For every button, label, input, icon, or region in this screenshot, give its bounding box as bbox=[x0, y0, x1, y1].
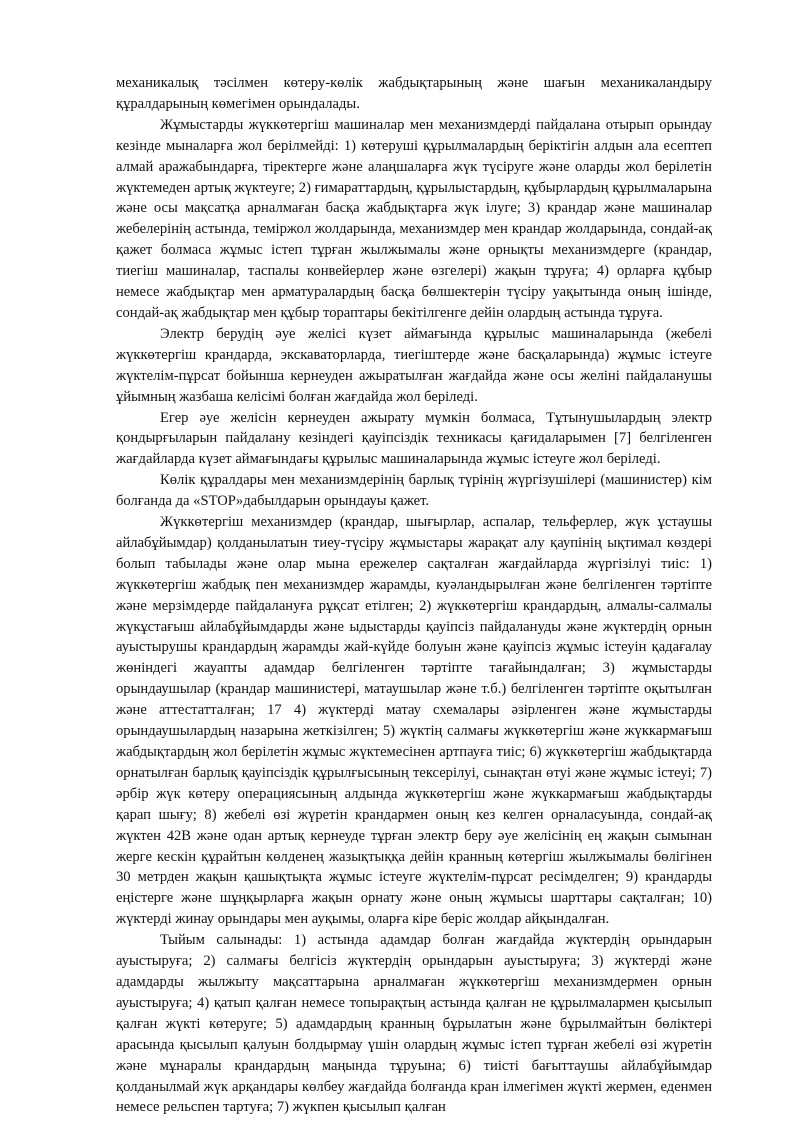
paragraph-lifting-prohibitions: Жұмыстарды жүккөтергіш машиналар мен механизмдерді пайдалана отырып орындау кезінде мыналарға жол берілмейді: 1) көтеруші құрылмалардың беріктігін алдын ала есептеп алмай аражабындарға, тіректерге және алаңшаларға жүк түсіруге және оларды жол берілетін жүктемеден артық жүктеуге; 2) ғимараттардың, құрылыстардың, құбырлардың құрылмаларына және осы мақсатқа арналмаған басқа жабдықтарға жүк ілуге; 3) крандар және машиналар жебелерінің астында, теміржол жолдарында, механизмдер мен крандар жолдарында, сондай-ақ қажет болмаса жұмыс істеп тұрған жылжымалы және орнықты механизмдерге (крандар, тиегіш машиналар, таспалы конвейерлер және өзгелері) жақын тұруға; 4) орларға құбыр немесе жабдықтар мен арматуралардың басқа бөлшектерін түсіру уақытында оның ішінде, сондай-ақ жабдықтар мен құбыр тораптары бекітілгенге дейін олардың астында тұруға. bbox=[116, 116, 712, 321]
paragraph-no-disconnect: Егер әуе желісін кернеуден ажырату мүмкін болмаса, Тұтынушылардың электр қондырғыларын пайдалану кезіндегі қауіпсіздік техникасы қағидаларымен [7] белгіленген жағдайларда күзет аймағындағы құрылыс машиналарында жұмыс істеуге жол беріледі. bbox=[116, 409, 712, 468]
paragraph-forbidden-actions: Тыйым салынады: 1) астында адамдар болған жағдайда жүктердің орындарын ауыстыруға; 2) салмағы белгісіз жүктердің орындарын ауыстыруға; 3) жүктерді және адамдарды жылжыту мақсаттарына арналмаған жүккөтергіш механизмдермен орнын ауыстыруға; 4) қатып қалған немесе топырақтың астында қалған не құрылмалармен қысылып қалған жүкті көтеруге; 5) адамдардың кранның бұрылатын және бұрылмайтын бөліктері арасында қысылып қалуын болдырмау үшін олардың жұмыс істеп тұрған жебелі өзі жүретін және мұнаралы крандардың маңында тұруына; 6) тиісті бағыттаушы айлабұйымдар қолданылмай жүк арқандары көлбеу жағдайда болғанда кран ілмегімен жүкті жермен, еденмен немесе рельспен тартуға; 7) жүкпен қысылып қалған bbox=[116, 932, 712, 1116]
paragraph-continuation: механикалық тәсілмен көтеру-көлік жабдықтарының және шағын механикаландыру құралдарының көмегімен орындалады. bbox=[116, 75, 712, 112]
paragraph-power-line-zone: Электр берудің әуе желісі күзет аймағында құрылыс машиналарында (жебелі жүккөтергіш крандарда, экскаваторларда, тиегіштерде және басқаларында) жұмыс істеуге жүктелім-пұрсат бойынша кернеуден ажыратылған жағдайда және осы желіні пайдаланушы ұйымның жазбаша келісімі болған жағдайда жол беріледі. bbox=[116, 325, 712, 405]
paragraph-loading-rules: Жүккөтергіш механизмдер (крандар, шығырлар, аспалар, тельферлер, жүк ұстаушы айлабұйымдар) қолданылатын тиеу-түсіру жұмыстары жарақат алу қаупінің ықтимал көздері болып табылады және олар мына ережелер сақталған жағдайларда жүргізілуі тиіс: 1) жүккөтергіш жабдық пен механизмдер жарамды, куәландырылған және белгіленген тәртіпте және мерзімдерде пайдалануға рұқсат етілген; 2) жүккөтергіш крандардың, алмалы-салмалы жүкұстағыш айлабұйымдарды және ыдыстарды қауіпсіз пайдалануды және жүктердің орнын ауыстырушы крандардың жарамды жай-күйде болуын және қауіпсіз жұмыс істеуін қадағалау жөніндегі жауапты адамдар белгіленген тәртіпте тағайындалған; 3) жұмыстарды орындаушылар (крандар машинистері, матаушылар және т.б.) белгіленген тәртіпте оқытылған және аттестатталған; 17 4) жүктерді матау схемалары әзірленген және жұмыстарды орындаушылардың назарына жеткізілген; 5) жүктің салмағы жүккөтергіш және жүккармағыш жабдықтардың жол берілетін жұмыс жүктемесінен артпауға тиіс; 6) жүккөтергіш жабдықтарда орнатылған барлық қауіпсіздік құрылғысының тексерілуі, сынақтан өтуі және жұмыс істеуі; 7) әрбір жүк көтеру операциясының алдында жүккөтергіш және жүккармағыш жабдықтарды қарап шығу; 8) жебелі өзі жүретін крандармен оның кез келген орналасуында, сондай-ақ жүктен 42В және одан артық кернеуде тұрған электр беру әуе желісінің ең жақын сымынан жерге кескін құрайтын көлденең жазықтыққа дейін кранның көтергіш жылжымалы бөлігінен 30 метрден жақын қашықтықта жұмыс істеуге жүктелім-пұрсат ресімделген; 9) крандарды еңістерге және шұңқырларға жақын орнату және оның жұмысы шарттары сақталған; 10) жүктерді жинау орындары мен ауқымы, оларға кіре беріс жолдар айқындалған. bbox=[116, 514, 712, 928]
paragraph-stop-signals: Көлік құралдары мен механизмдерінің барлық түрінің жүргізушілері (машинистер) кім болғанда да «STOP»дабылдарын орындауы қажет. bbox=[116, 472, 712, 510]
